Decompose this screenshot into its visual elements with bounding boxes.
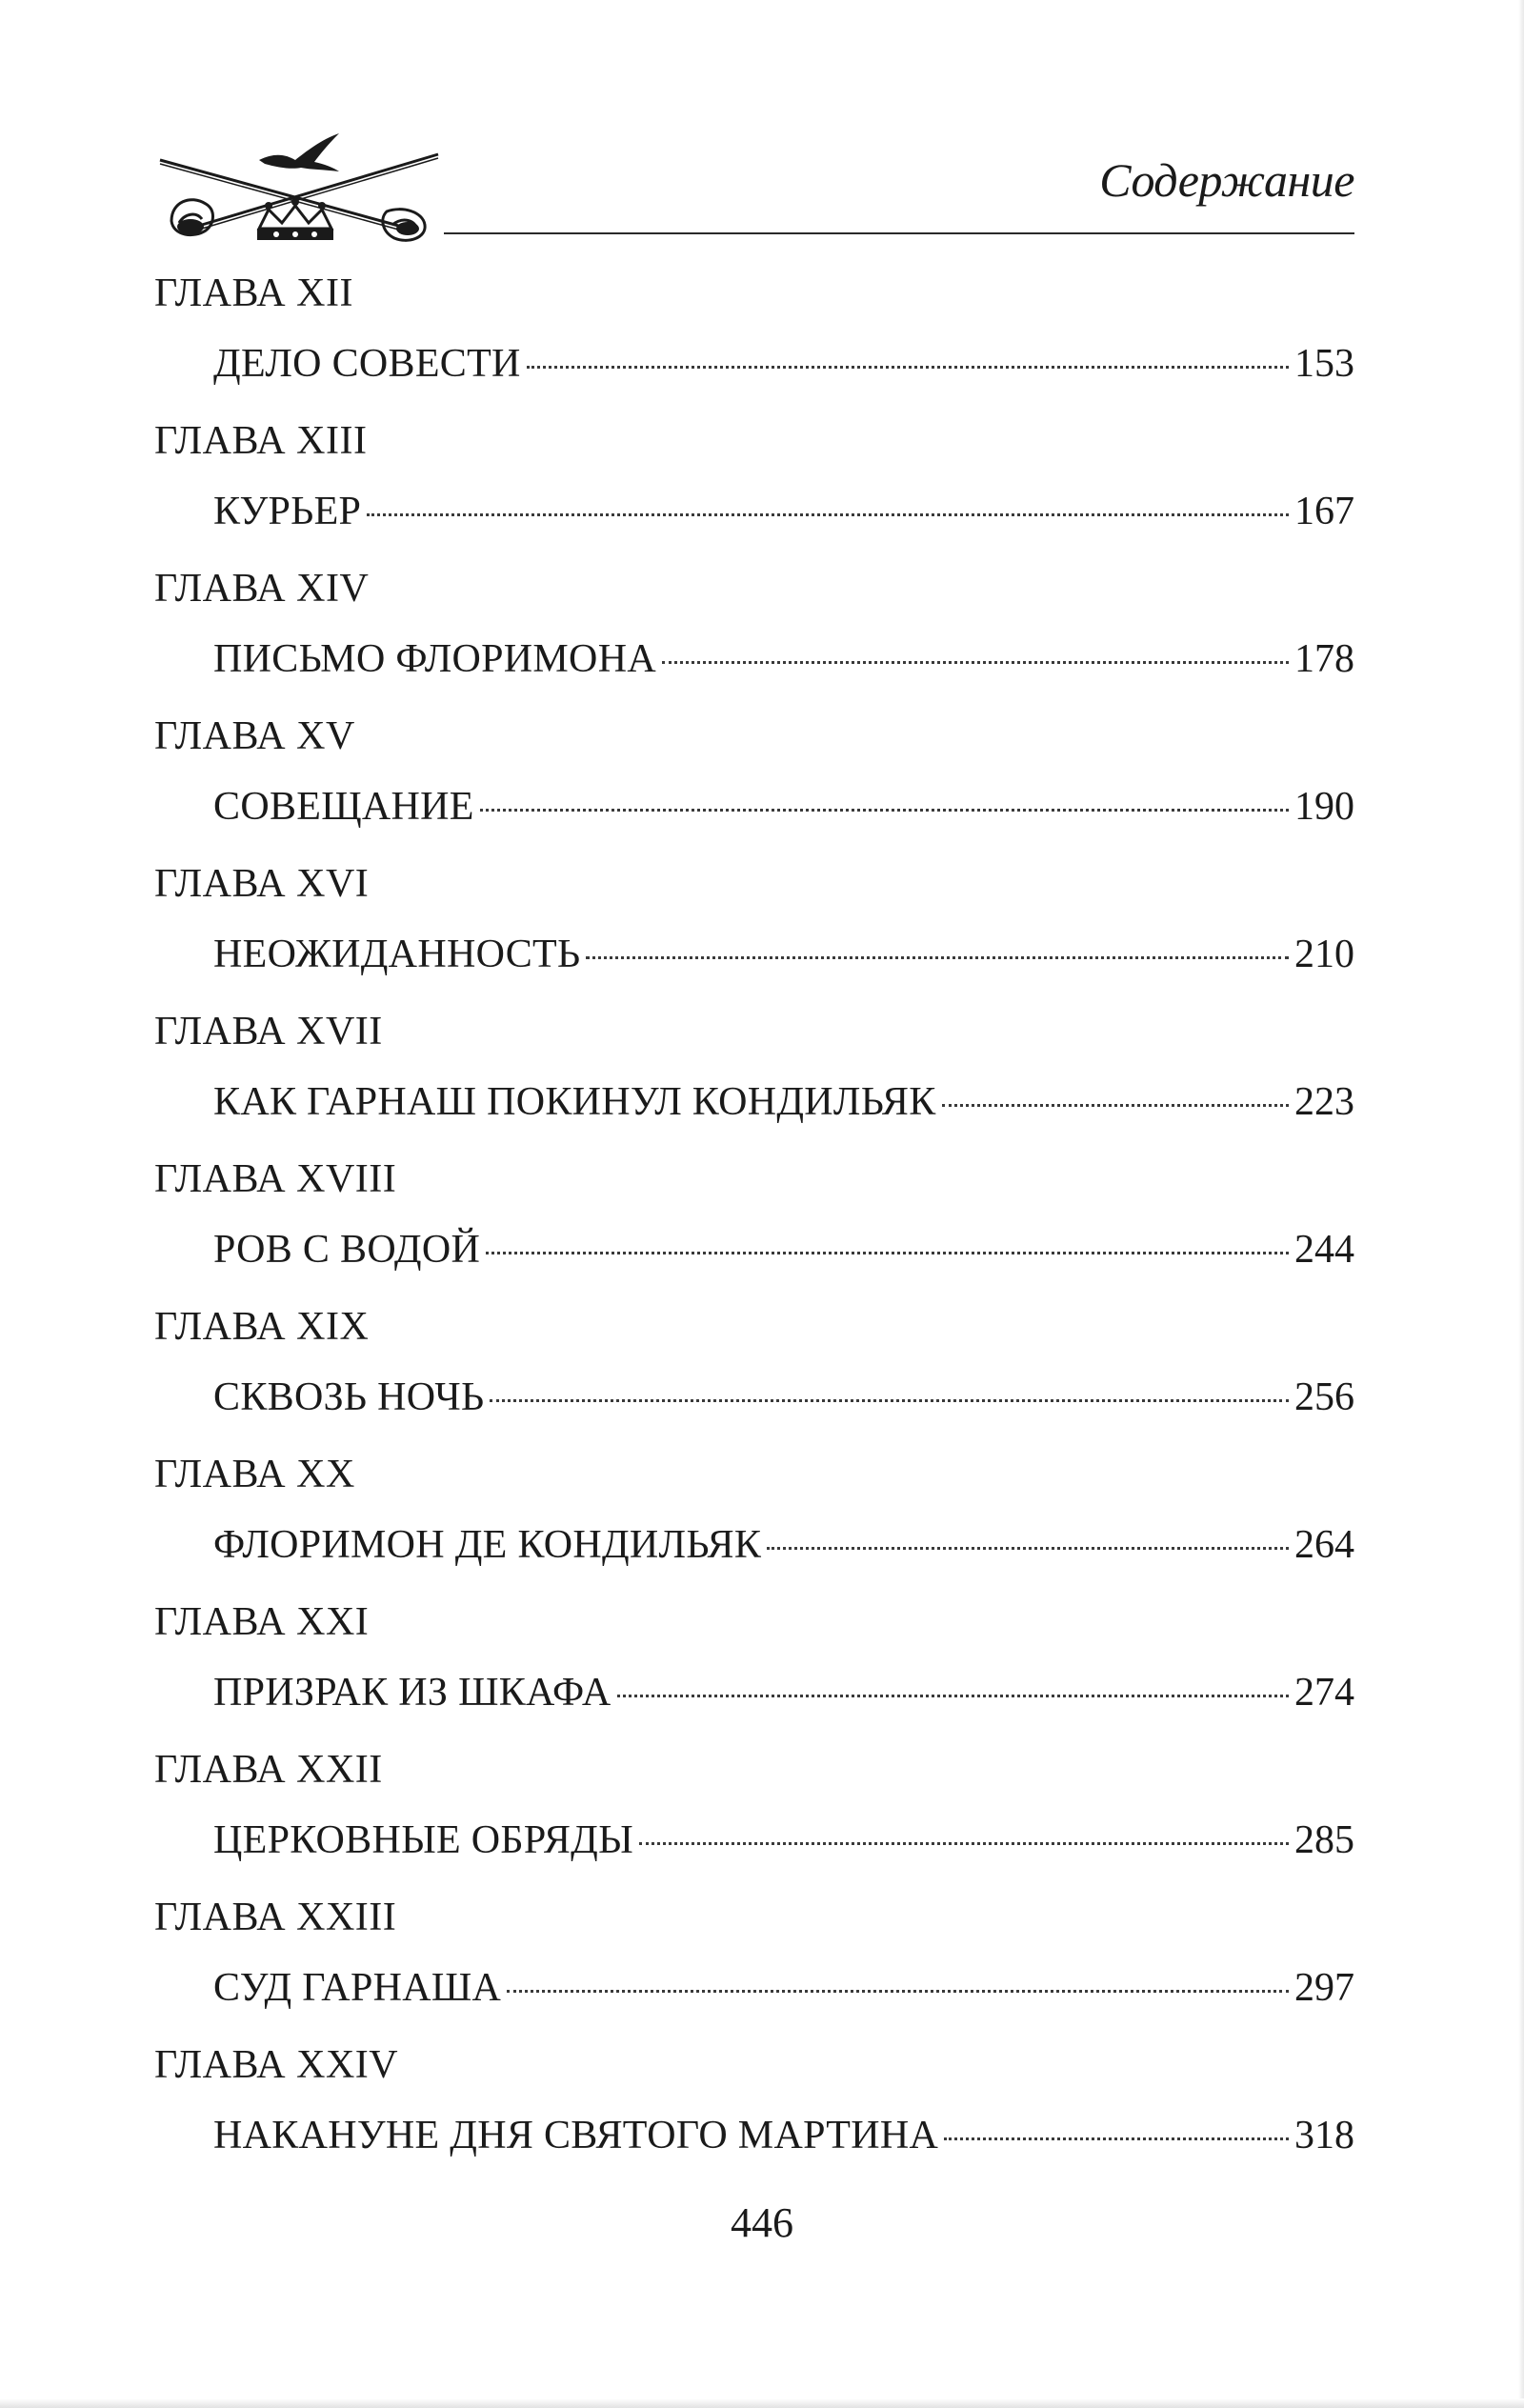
chapter-line[interactable] xyxy=(213,1667,1354,1718)
chapter-title: ЦЕРКОВНЫЕ ОБРЯДЫ xyxy=(213,1818,634,1862)
chapter-title: КУРЬЕР xyxy=(213,490,362,533)
chapter-title: ПИСЬМО ФЛОРИМОНА xyxy=(213,637,656,681)
toc-entry xyxy=(154,853,1354,1000)
chapter-title: ДЕЛО СОВЕСТИ xyxy=(213,342,521,386)
chapter-title: СКВОЗЬ НОЧЬ xyxy=(213,1375,485,1419)
page-number: 264 xyxy=(1294,1523,1354,1567)
chapter-number: ГЛАВА XV xyxy=(154,714,355,758)
dot-leader xyxy=(662,661,1289,664)
page-number: 153 xyxy=(1294,342,1354,386)
dot-leader xyxy=(527,366,1289,369)
chapter-number: ГЛАВА XXII xyxy=(154,1748,383,1792)
page-number: 244 xyxy=(1294,1228,1354,1272)
chapter-number: ГЛАВА XVI xyxy=(154,862,370,906)
chapter-line[interactable] xyxy=(213,486,1354,537)
chapter-number: ГЛАВА XXIV xyxy=(154,2043,399,2087)
dot-leader xyxy=(367,513,1289,516)
chapter-line[interactable] xyxy=(213,929,1354,980)
page-edge-shadow xyxy=(0,2398,1524,2408)
dot-leader xyxy=(617,1695,1290,1697)
toc-entry xyxy=(154,262,1354,410)
dot-leader xyxy=(944,2137,1289,2140)
chapter-line[interactable] xyxy=(213,1224,1354,1275)
page-edge-shadow xyxy=(1518,0,1524,2408)
dot-leader xyxy=(486,1252,1289,1254)
page-number: 223 xyxy=(1294,1080,1354,1124)
dot-leader xyxy=(767,1547,1289,1550)
chapter-line[interactable] xyxy=(213,781,1354,833)
page-number: 318 xyxy=(1294,2114,1354,2157)
chapter-number: ГЛАВА XVII xyxy=(154,1010,383,1054)
page-number: 256 xyxy=(1294,1375,1354,1419)
chapter-number: ГЛАВА XXIII xyxy=(154,1896,397,1939)
toc-entry xyxy=(154,1443,1354,1591)
running-header-title: Содержание xyxy=(1099,153,1354,207)
page-number: 210 xyxy=(1294,933,1354,976)
chapter-line[interactable] xyxy=(213,1519,1354,1571)
toc-entry xyxy=(154,1148,1354,1295)
chapter-number: ГЛАВА XIV xyxy=(154,567,370,611)
dot-leader xyxy=(480,809,1289,812)
page-number: 190 xyxy=(1294,785,1354,829)
bird-icon xyxy=(259,133,339,171)
page-number: 285 xyxy=(1294,1818,1354,1862)
chapter-title: НАКАНУНЕ ДНЯ СВЯТОГО МАРТИНА xyxy=(213,2114,939,2157)
header-rule xyxy=(444,232,1354,234)
chapter-number: ГЛАВА XXI xyxy=(154,1600,370,1644)
toc-entry xyxy=(154,705,1354,853)
chapter-line[interactable] xyxy=(213,1962,1354,2014)
chapter-title: СОВЕЩАНИЕ xyxy=(213,785,474,829)
page-number: 297 xyxy=(1294,1966,1354,2010)
toc-entry xyxy=(154,2034,1354,2181)
page-number: 178 xyxy=(1294,637,1354,681)
chapter-line[interactable] xyxy=(213,633,1354,685)
toc-entry xyxy=(154,1295,1354,1443)
chapter-number: ГЛАВА XIX xyxy=(154,1305,370,1349)
page-number: 274 xyxy=(1294,1671,1354,1715)
dot-leader xyxy=(490,1399,1289,1402)
crossed-swords-emblem-icon xyxy=(152,126,448,250)
chapter-title: НЕОЖИДАННОСТЬ xyxy=(213,933,581,976)
dot-leader xyxy=(639,1842,1289,1845)
chapter-line[interactable] xyxy=(213,2110,1354,2161)
toc-entry xyxy=(154,557,1354,705)
chapter-title: КАК ГАРНАШ ПОКИНУЛ КОНДИЛЬЯК xyxy=(213,1080,936,1124)
chapter-number: ГЛАВА XVIII xyxy=(154,1157,397,1201)
dot-leader xyxy=(507,1990,1289,1993)
chapter-title: ПРИЗРАК ИЗ ШКАФА xyxy=(213,1671,612,1715)
toc-entry xyxy=(154,1000,1354,1148)
chapter-title: ФЛОРИМОН ДЕ КОНДИЛЬЯК xyxy=(213,1523,762,1567)
chapter-title: СУД ГАРНАША xyxy=(213,1966,502,2010)
page-folio-number: 446 xyxy=(731,2199,793,2246)
dot-leader xyxy=(942,1104,1289,1107)
toc-entry xyxy=(154,1591,1354,1738)
chapter-title: РОВ С ВОДОЙ xyxy=(213,1228,481,1272)
toc-entry xyxy=(154,1738,1354,1886)
table-of-contents xyxy=(154,262,1354,2181)
chapter-number: ГЛАВА XII xyxy=(154,271,353,315)
toc-entry xyxy=(154,1886,1354,2034)
dot-leader xyxy=(586,956,1289,959)
crown-icon xyxy=(257,198,333,240)
chapter-number: ГЛАВА XIII xyxy=(154,419,368,463)
toc-entry xyxy=(154,410,1354,557)
chapter-line[interactable] xyxy=(213,1076,1354,1128)
chapter-line[interactable] xyxy=(213,338,1354,390)
chapter-line[interactable] xyxy=(213,1372,1354,1423)
chapter-line[interactable] xyxy=(213,1815,1354,1866)
page-number: 167 xyxy=(1294,490,1354,533)
chapter-number: ГЛАВА XX xyxy=(154,1453,355,1496)
